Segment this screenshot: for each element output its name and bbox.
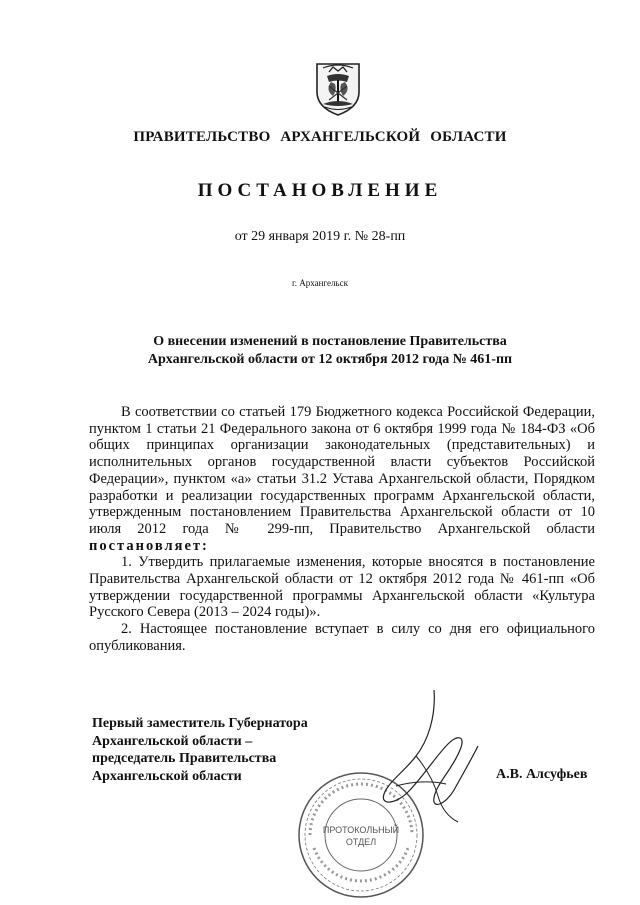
- document-city: г. Архангельск: [292, 278, 348, 288]
- subject-line: О внесении изменений в постановление Правительства: [153, 334, 507, 349]
- body-intro-paragraph: [89, 404, 595, 554]
- gov-word: ОБЛАСТИ: [430, 129, 507, 145]
- signatory-line: председатель Правительства: [92, 751, 277, 766]
- document-type: ПОСТАНОВЛЕНИЕ: [197, 180, 443, 201]
- signatory-name: А.В. Алсуфьев: [496, 767, 588, 782]
- document-subject: [60, 333, 600, 369]
- body-intro: В соответствии со статьей 179 Бюджетного кодекса Российской Федерации, пунктом 1 статьи 21 Федерального закона от 6 октября 1999 года № 184-ФЗ «Об общих принципах организации законодательных (представительных) и исполнительных органов государственной власти субъектов Российской Федерации», пунктом «а» статьи 31.2 Устава Архангельской области, Порядком разработки и реализации государственных программ Архангельской области, утвержденным постановлением Правительства Архангельской области от 10 июля 2012 года № 299-пп, Правительство Архангельской области: [89, 404, 595, 537]
- gov-word: ПРАВИТЕЛЬСТВО: [133, 129, 271, 145]
- signatory-line: Первый заместитель Губернатора: [92, 716, 308, 731]
- signatory-line: Архангельской области –: [92, 733, 253, 749]
- body-item-2: 2. Настоящее постановление вступает в силу со дня его официального опубликования.: [89, 621, 595, 654]
- handwritten-signature: [376, 686, 486, 826]
- coat-of-arms-icon: [313, 60, 363, 116]
- body-item-1: 1. Утвердить прилагаемые изменения, которые вносятся в постановление Правительства Архангельской области от 12 октября 2012 года № 461-пп «Об утверждении государственной программы Архангельской области «Культура Русского Севера (2013 – 2024 годы)».: [89, 554, 595, 621]
- signatory-title: [92, 715, 308, 785]
- document-body: [89, 404, 595, 655]
- subject-line: Архангельской области от 12 октября 2012 года № 461-пп: [147, 352, 513, 367]
- document-date: от 29 января 2019 г. № 28-пп: [234, 229, 406, 244]
- resolves-word: постановляет:: [89, 537, 209, 554]
- stamp-text: ПРОТОКОЛЬНЫЙ: [322, 825, 400, 835]
- government-name: [0, 129, 640, 146]
- stamp-text: ОТДЕЛ: [345, 837, 377, 847]
- signatory-line: Архангельской области: [92, 768, 242, 784]
- gov-word: АРХАНГЕЛЬСКОЙ: [280, 129, 421, 145]
